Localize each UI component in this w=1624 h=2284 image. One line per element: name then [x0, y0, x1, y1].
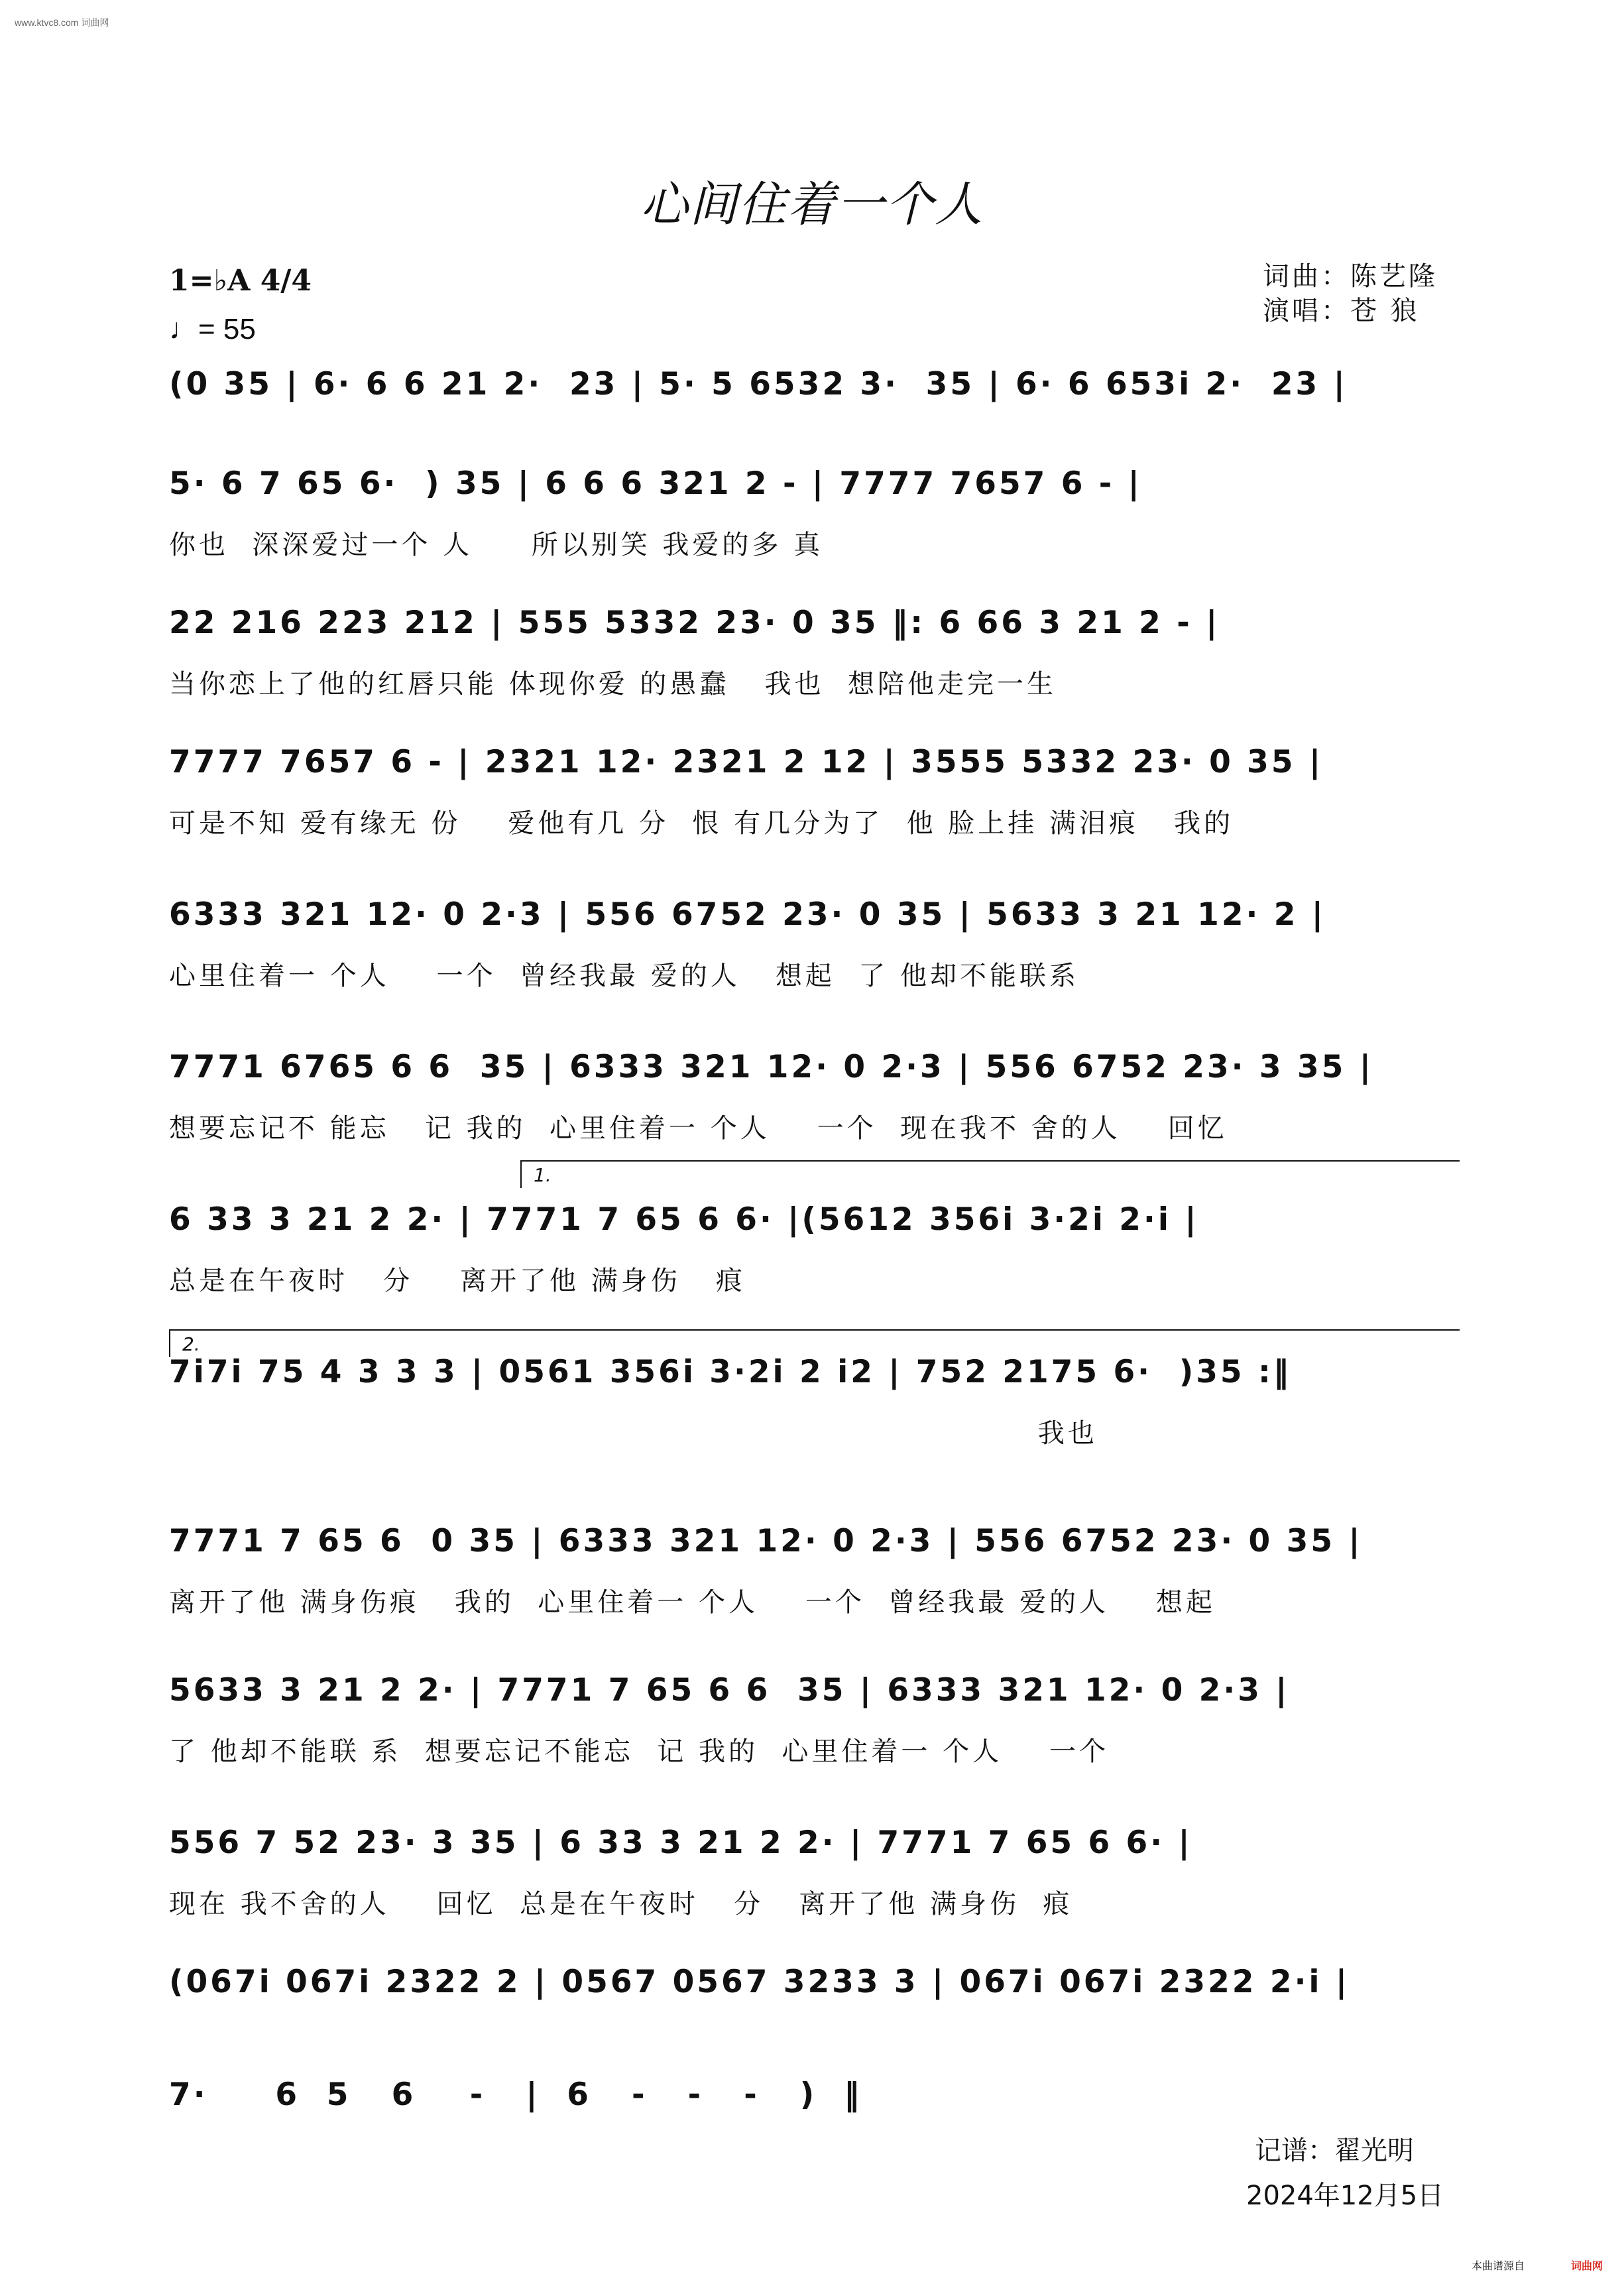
volta-bracket: 2.	[169, 1329, 1460, 1357]
lyrics-line: 你也 深深爱过一个 人 所以别笑 我爱的多 真	[169, 530, 824, 560]
notation-line: (067i 067i 2322 2 | 0567 0567 3233 3 | 067i 067i 2322 2·i |	[169, 1964, 1350, 2000]
lyrics-line: 现在 我不舍的人 回忆 总是在午夜时 分 离开了他 满身伤 痕	[169, 1889, 1073, 1919]
notation-line: 6 33 3 21 2 2· | 7771 7 65 6 6· |(5612 356i 3·2i 2·i |	[169, 1201, 1199, 1238]
page-title: 心间住着一个人	[640, 176, 984, 232]
tempo-marking: ♩= 55	[169, 313, 256, 345]
notation-line: 5633 3 21 2 2· | 7771 7 65 6 6 35 | 6333 321 12· 0 2·3 |	[169, 1672, 1290, 1709]
key-signature: 1=♭A 4/4	[169, 264, 312, 298]
notation-line: (0 35 | 6· 6 6 21 2· 23 | 5· 5 6532 3· 35 | 6· 6 653i 2· 23 |	[169, 366, 1348, 402]
lyrics-line: 离开了他 满身伤痕 我的 心里住着一 个人 一个 曾经我最 爱的人 想起	[169, 1587, 1216, 1618]
lyrics-line: 心里住着一 个人 一个 曾经我最 爱的人 想起 了 他却不能联系	[169, 961, 1080, 991]
notation-line: 6333 321 12· 0 2·3 | 556 6752 23· 0 35 | 5633 3 21 12· 2 |	[169, 896, 1326, 933]
corner-source: 本曲谱源自	[1472, 2259, 1525, 2272]
lyrics-line: 我也	[169, 1418, 1098, 1449]
notation-line: 7i7i 75 4 3 3 3 | 0561 356i 3·2i 2 i2 | 752 2175 6· )35 :‖	[169, 1354, 1292, 1390]
notation-line: 7777 7657 6 - | 2321 12· 2321 2 12 | 3555 5332 23· 0 35 |	[169, 744, 1324, 780]
notation-line: 5· 6 7 65 6· ) 35 | 6 6 6 321 2 - | 7777 7657 6 - |	[169, 465, 1142, 502]
credit-singer: 演唱：苍 狼	[1263, 296, 1420, 326]
notation-line: 7771 6765 6 6 35 | 6333 321 12· 0 2·3 | 556 6752 23· 3 35 |	[169, 1049, 1373, 1085]
lyrics-line: 了 他却不能联 系 想要忘记不能忘 记 我的 心里住着一 个人 一个	[169, 1736, 1110, 1767]
notation-line: 7771 7 65 6 0 35 | 6333 321 12· 0 2·3 | 556 6752 23· 0 35 |	[169, 1523, 1363, 1559]
transcription-date: 2024年12月5日	[1246, 2181, 1444, 2211]
lyrics-line: 可是不知 爱有缘无 份 爱他有几 分 恨 有几分为了 他 脸上挂 满泪痕 我的	[169, 808, 1234, 839]
corner-site-logo: 词曲网	[1571, 2259, 1603, 2272]
volta-bracket: 1.	[520, 1160, 1460, 1188]
lyrics-line: 想要忘记不 能忘 记 我的 心里住着一 个人 一个 现在我不 舍的人 回忆	[169, 1113, 1228, 1144]
credit-composer: 词曲：陈艺隆	[1263, 261, 1438, 292]
lyrics-line: 当你恋上了他的红唇只能 体现你爱 的愚蠢 我也 想陪他走完一生	[169, 669, 1057, 699]
site-header: www.ktvc8.com 词曲网	[15, 17, 109, 28]
notation-line: 7· 6 5 6 - | 6 - - - ) ‖	[169, 2076, 862, 2113]
lyrics-line: 总是在午夜时 分 离开了他 满身伤 痕	[169, 1266, 746, 1296]
notation-line: 556 7 52 23· 3 35 | 6 33 3 21 2 2· | 7771 7 65 6 6· |	[169, 1825, 1192, 1861]
notation-line: 22 216 223 212 | 555 5332 23· 0 35 ‖: 6 66 3 21 2 - |	[169, 605, 1220, 641]
transcriber-credit: 记谱：翟光明	[1255, 2135, 1414, 2166]
